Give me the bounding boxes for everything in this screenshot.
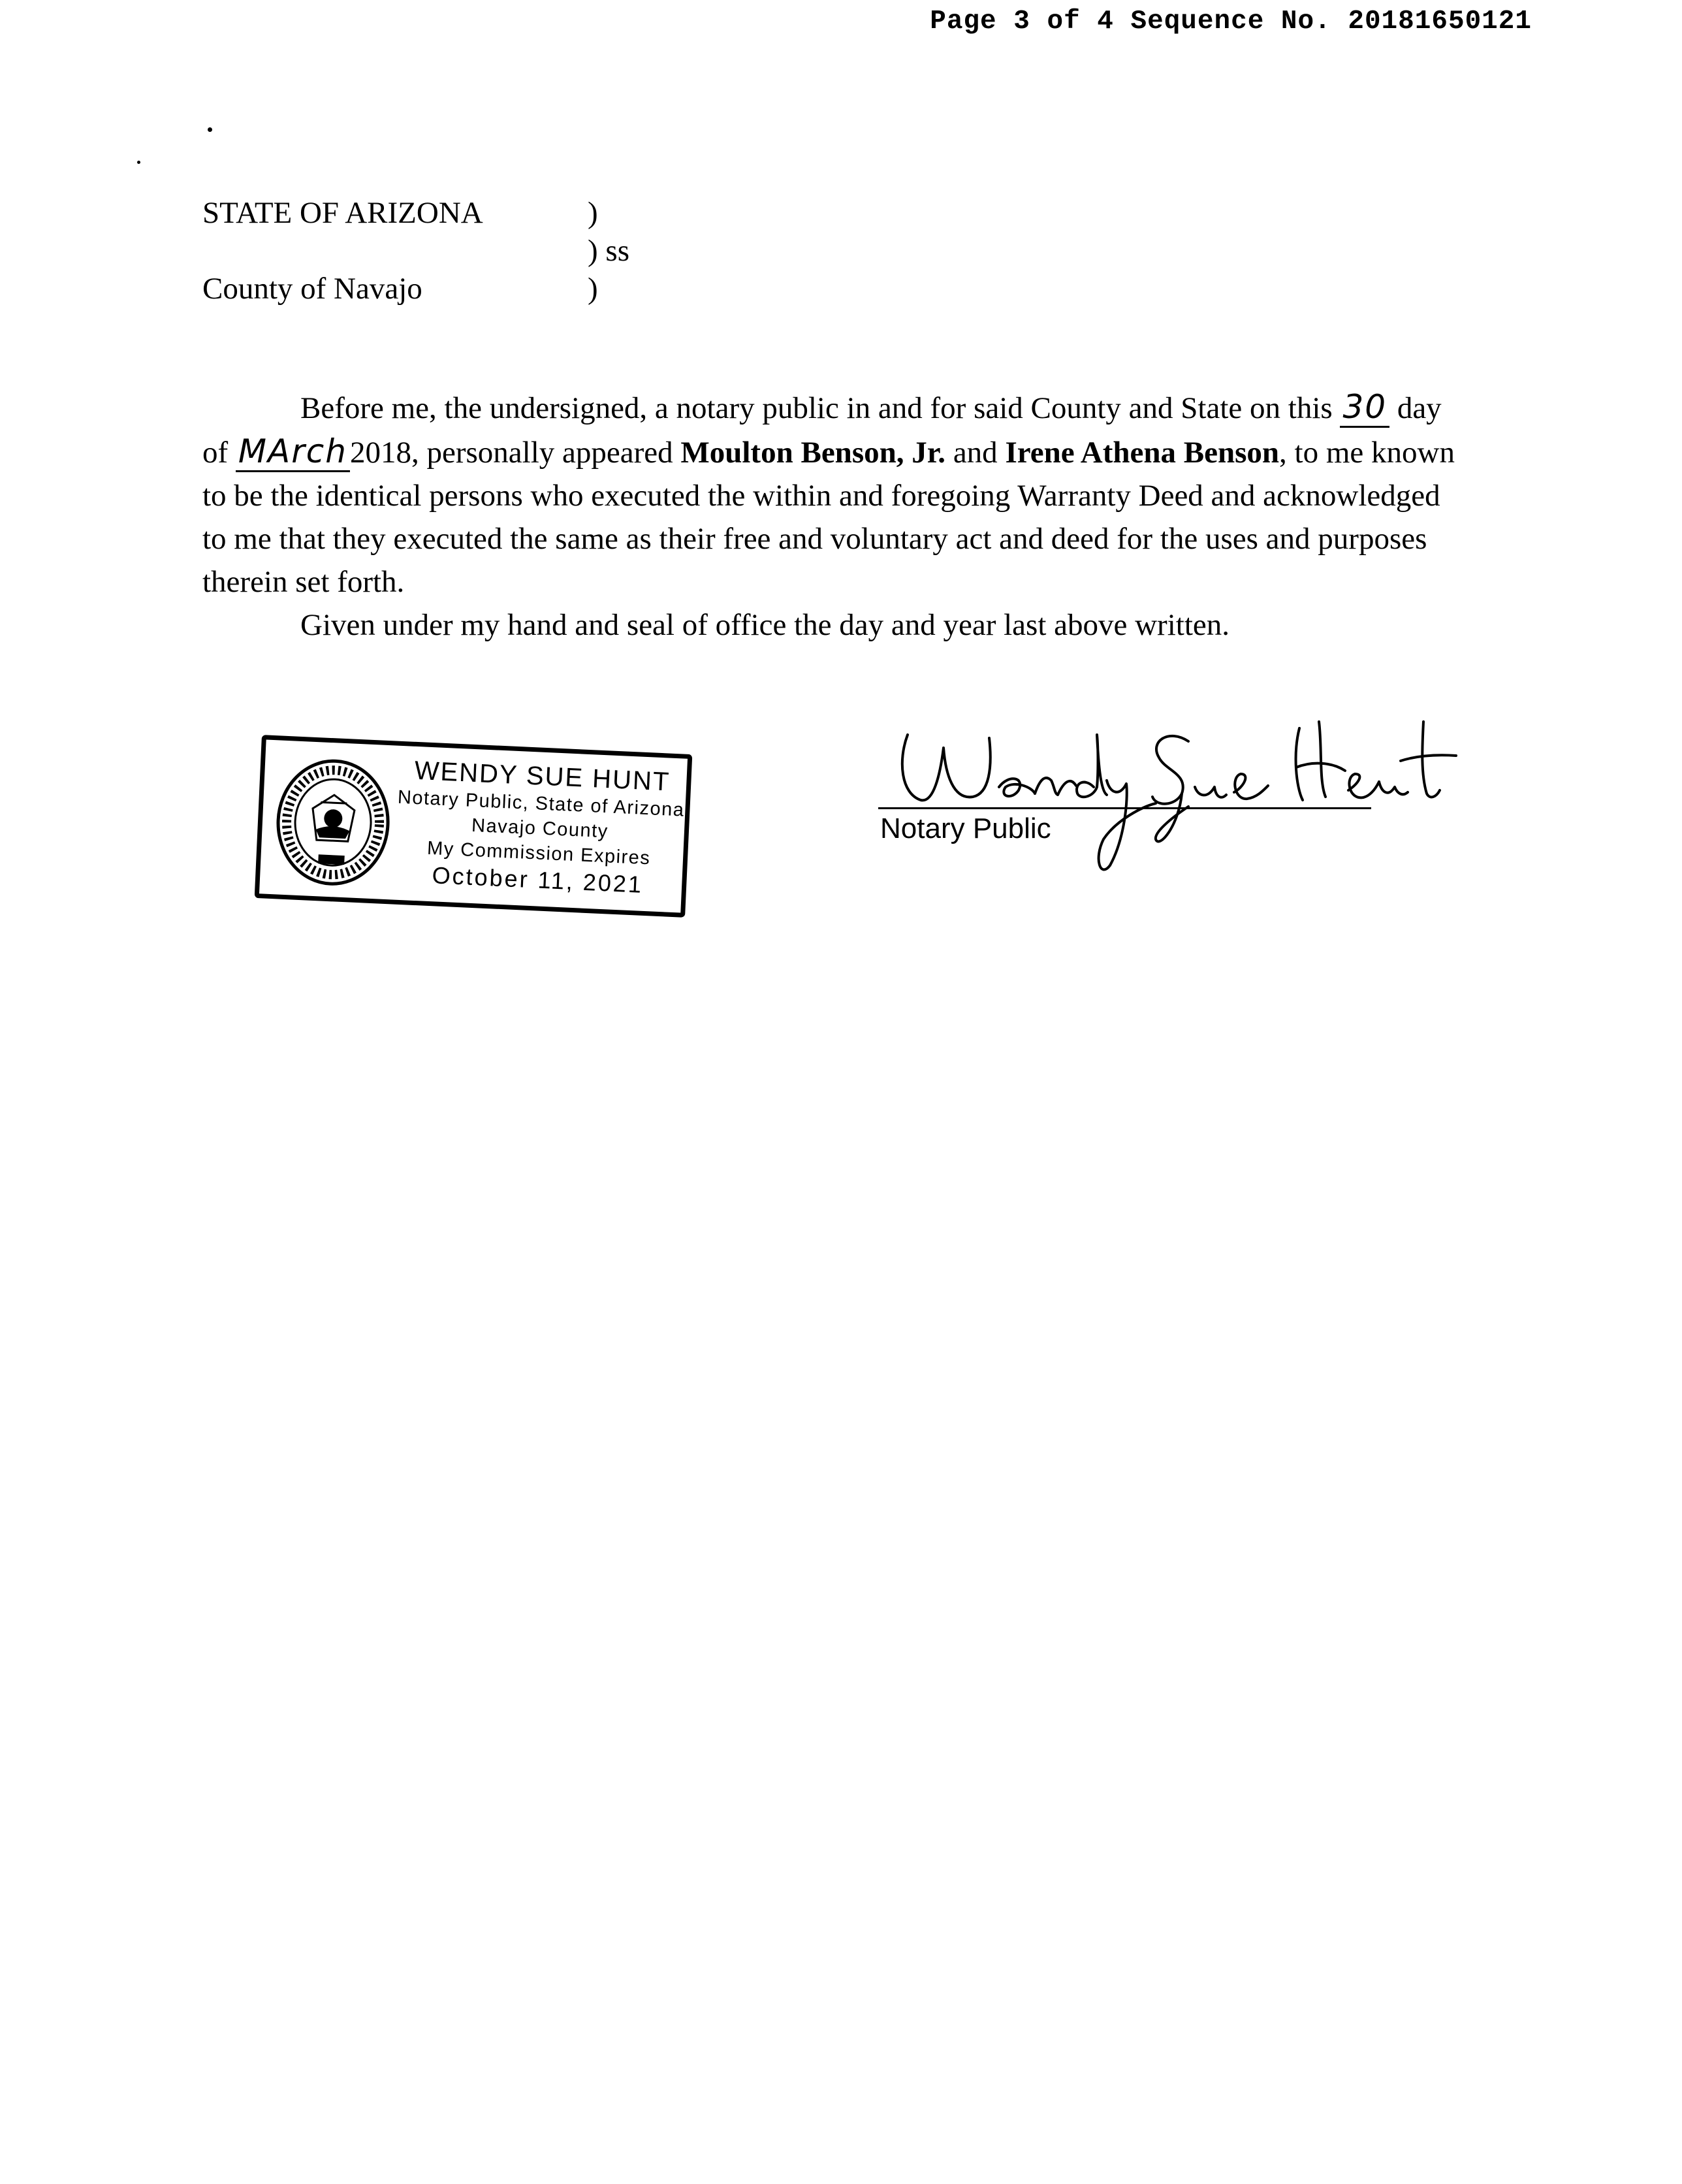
caption-paren: )	[588, 196, 598, 230]
stamp-notary-name: WENDY SUE HUNT	[413, 756, 671, 797]
caption-ss: ) ss	[588, 234, 629, 268]
acknowledgment-body	[202, 385, 1469, 647]
caption-county: County of Navajo	[202, 272, 422, 306]
stamp-text	[390, 755, 690, 901]
given-under-hand: Given under my hand and seal of office the day and year last above written.	[300, 608, 1230, 642]
stamp-commission-label: My Commission Expires	[426, 837, 652, 869]
notary-stamp	[255, 735, 693, 918]
caption-paren: )	[588, 272, 598, 306]
party-name: Moulton Benson, Jr.	[680, 436, 946, 470]
scan-speck	[137, 161, 140, 164]
party-name: Irene Athena Benson	[1005, 436, 1280, 470]
scan-speck	[208, 127, 212, 132]
handwritten-day: 30	[1340, 388, 1389, 428]
stamp-title: Notary Public, State of Arizona	[397, 786, 686, 821]
acknowledgment-paragraph: Before me, the undersigned, a notary public in and for said County and State on this 30 day of MArch2018, personally appeared Moulton Benson, Jr. and Irene Athena Benson, to me known to be the identical persons who executed the within and foregoing Warranty Deed and acknowledged to me that they executed the same as their free and voluntary act and deed for the uses and purposes therein set forth.	[202, 388, 1455, 599]
page-header: Page 3 of 4 Sequence No. 20181650121	[930, 7, 1532, 37]
stamp-county: Navajo County	[471, 814, 609, 843]
notary-public-label: Notary Public	[880, 812, 1051, 844]
caption-state: STATE OF ARIZONA	[202, 196, 483, 230]
stamp-commission-date: October 11, 2021	[431, 861, 644, 898]
state-seal-icon	[272, 754, 395, 890]
notary-signature-icon	[868, 709, 1476, 878]
signature-line	[878, 807, 1371, 809]
handwritten-month: MArch	[236, 432, 350, 472]
